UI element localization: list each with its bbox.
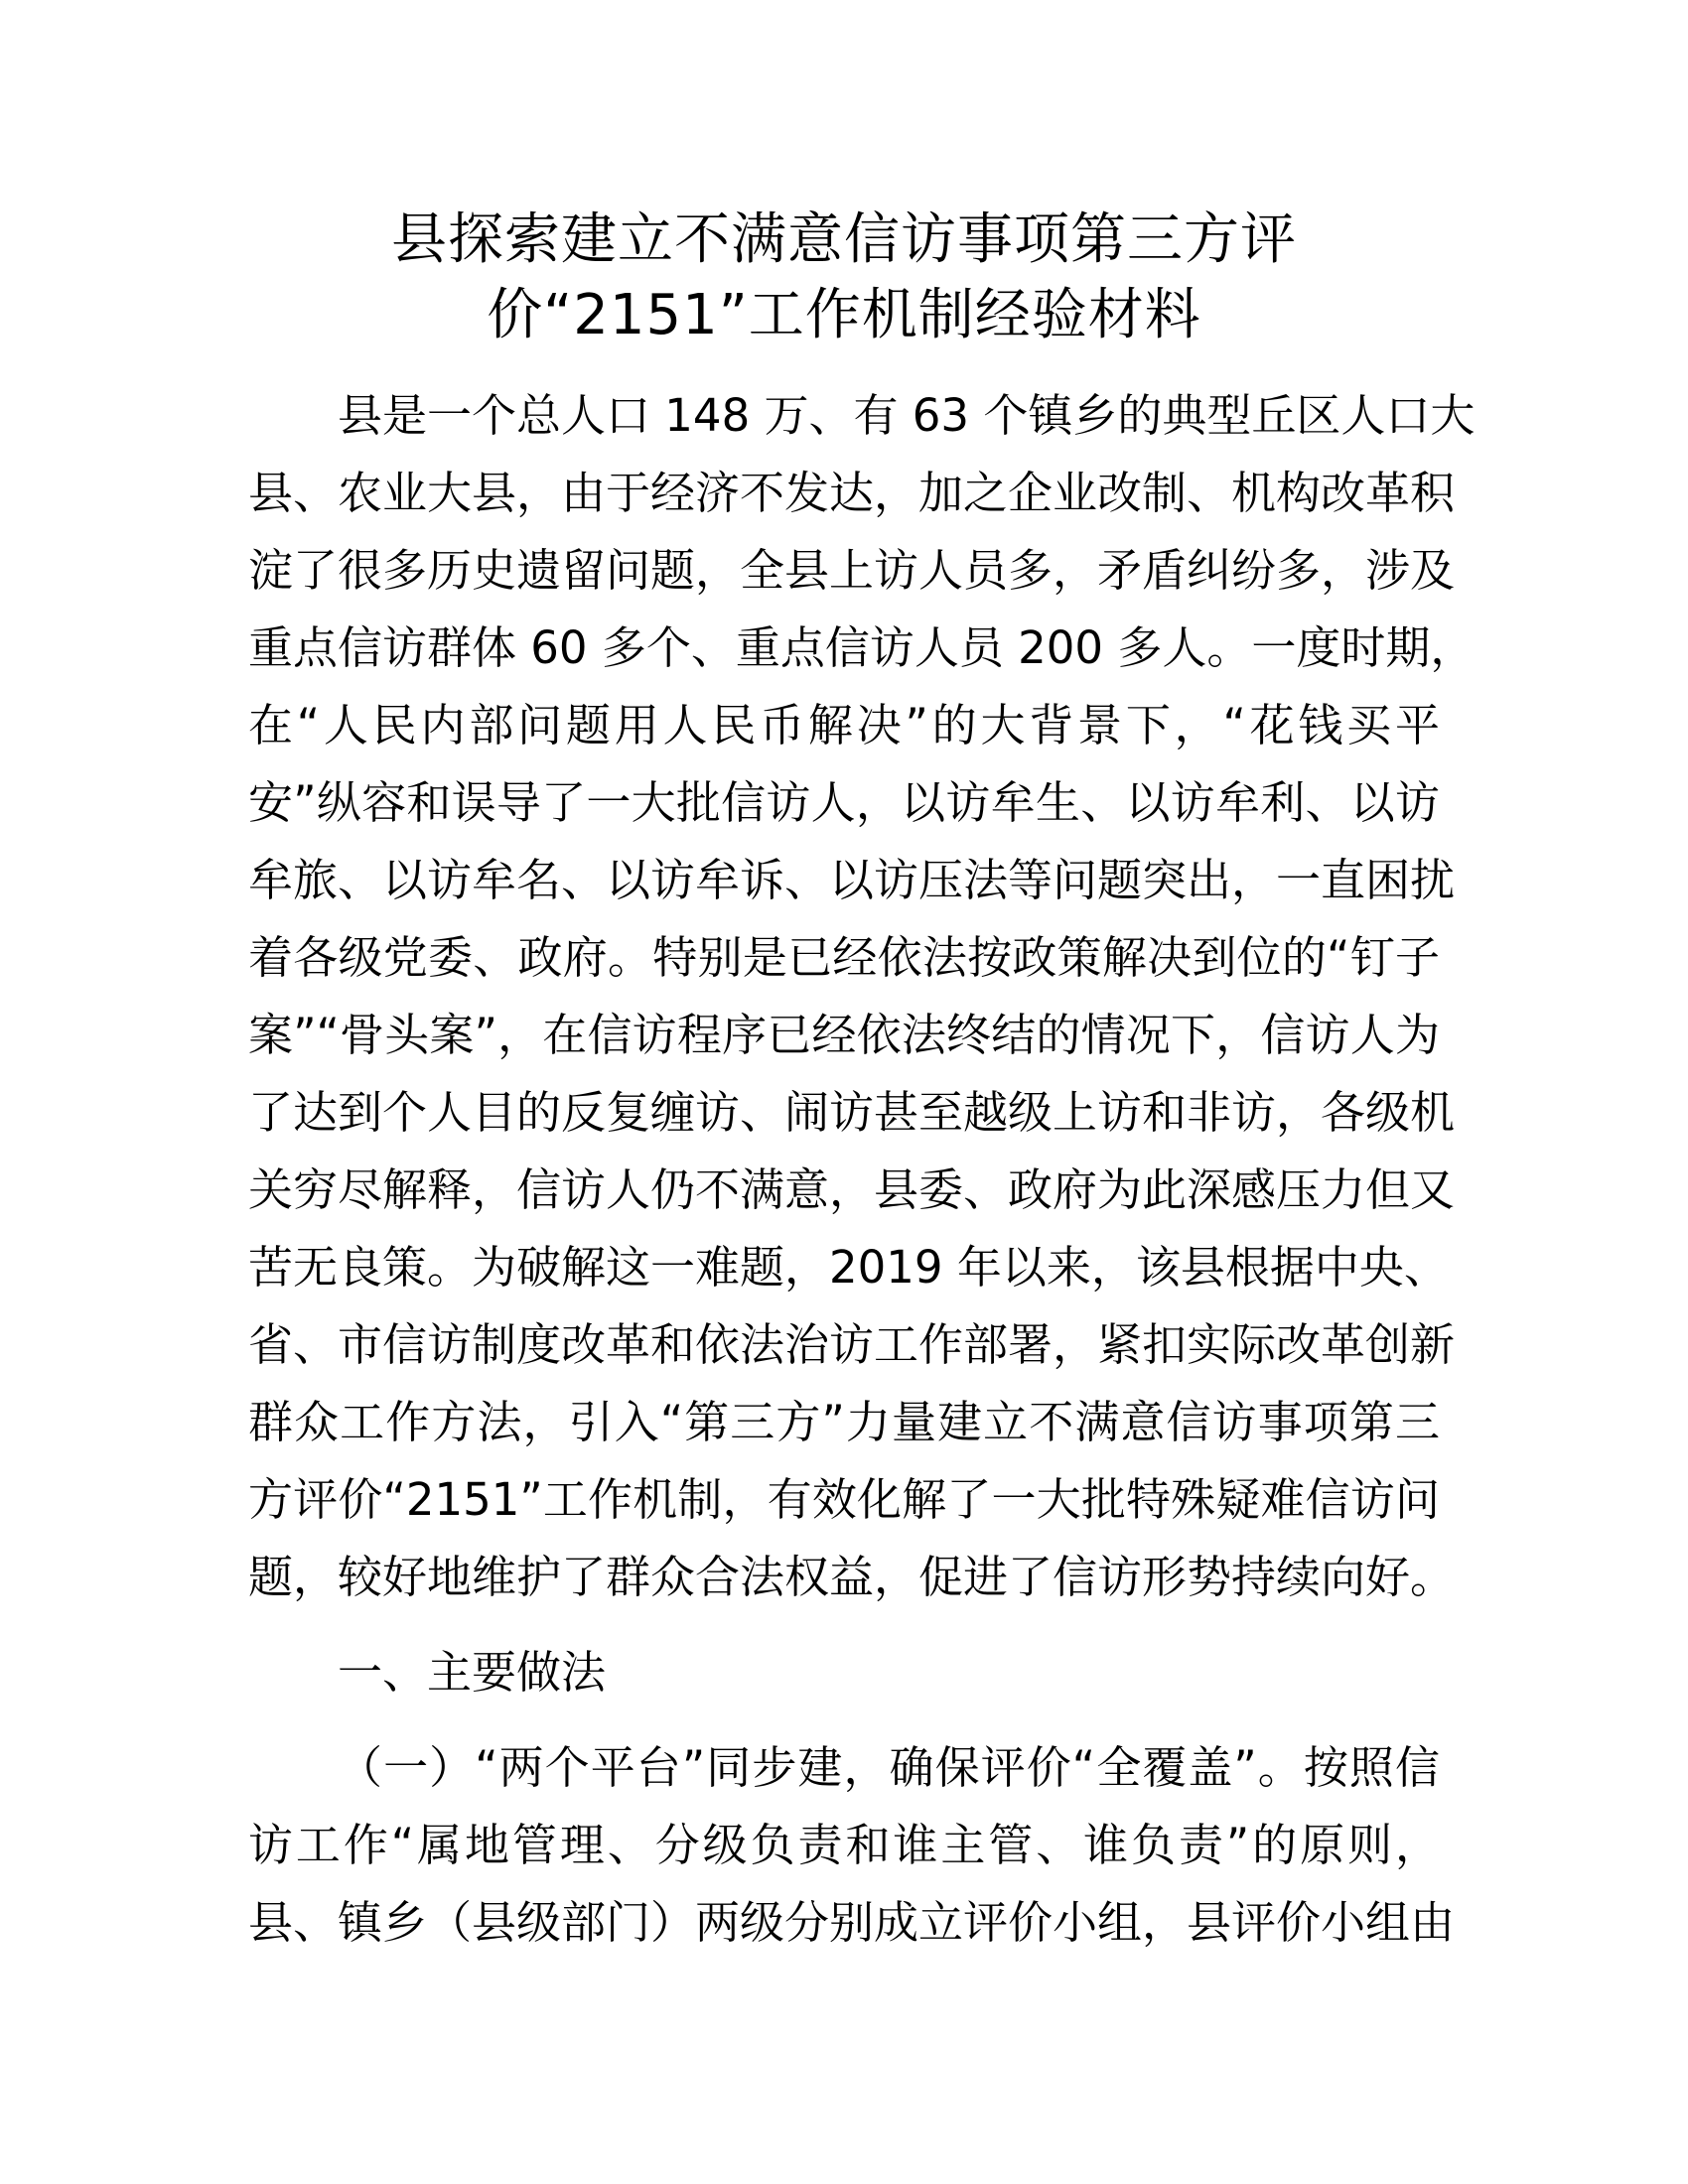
paragraph-line: 安”纵容和误导了一大批信访人，以访牟生、以访牟利、以访 — [248, 776, 1440, 829]
paragraph-line: 县、农业大县，由于经济不发达，加之企业改制、机构改革积 — [248, 467, 1456, 519]
paragraph-line: 访工作“属地管理、分级负责和谁主管、谁负责”的原则， — [248, 1819, 1440, 1871]
section-heading: 一、主要做法 — [338, 1646, 607, 1699]
paragraph-line: 案”“骨头案”，在信访程序已经依法终结的情况下，信访人为 — [248, 1009, 1440, 1061]
paragraph-line: 淀了很多历史遗留问题，全县上访人员多，矛盾纠纷多，涉及 — [248, 544, 1456, 597]
document-body — [248, 377, 1476, 1962]
paragraph-line: 群众工作方法，引入“第三方”力量建立不满意信访事项第三 — [248, 1396, 1440, 1448]
paragraph-line: 重点信访群体 60 多个、重点信访人员 200 多人。一度时期， — [248, 621, 1476, 674]
paragraph-line: 省、市信访制度改革和依法治访工作部署，紧扣实际改革创新 — [248, 1318, 1456, 1371]
document-title — [248, 203, 1440, 353]
paragraph-line: 牟旅、以访牟名、以访牟诉、以访压法等问题突出，一直困扰 — [248, 854, 1456, 906]
subsection-paragraph — [248, 1729, 1456, 1962]
paragraph-line: 苦无良策。为破解这一难题，2019 年以来，该县根据中央、 — [248, 1241, 1449, 1294]
paragraph-line: 县、镇乡（县级部门）两级分别成立评价小组，县评价小组由 — [248, 1896, 1456, 1949]
paragraph-line: 题，较好地维护了群众合法权益，促进了信访形势持续向好。 — [248, 1551, 1456, 1603]
paragraph-line: 关穷尽解释，信访人仍不满意，县委、政府为此深感压力但又 — [248, 1163, 1456, 1216]
paragraph-line: 在“人民内部问题用人民币解决”的大背景下，“花钱买平 — [248, 699, 1440, 751]
paragraph-line: 方评价“2151”工作机制，有效化解了一大批特殊疑难信访问 — [248, 1473, 1440, 1526]
title-line-2: 价“2151”工作机制经验材料 — [487, 283, 1201, 347]
paragraph-line: 了达到个人目的反复缠访、闹访甚至越级上访和非访，各级机 — [248, 1086, 1456, 1139]
intro-paragraph — [248, 377, 1476, 1616]
paragraph-line: 着各级党委、政府。特别是已经依法按政策解决到位的“钉子 — [248, 931, 1440, 984]
paragraph-line: （一）“两个平台”同步建，确保评价“全覆盖”。按照信 — [338, 1741, 1440, 1794]
title-line-1: 县探索建立不满意信访事项第三方评 — [391, 207, 1297, 272]
paragraph-line: 县是一个总人口 148 万、有 63 个镇乡的典型丘区人口大 — [338, 389, 1476, 442]
